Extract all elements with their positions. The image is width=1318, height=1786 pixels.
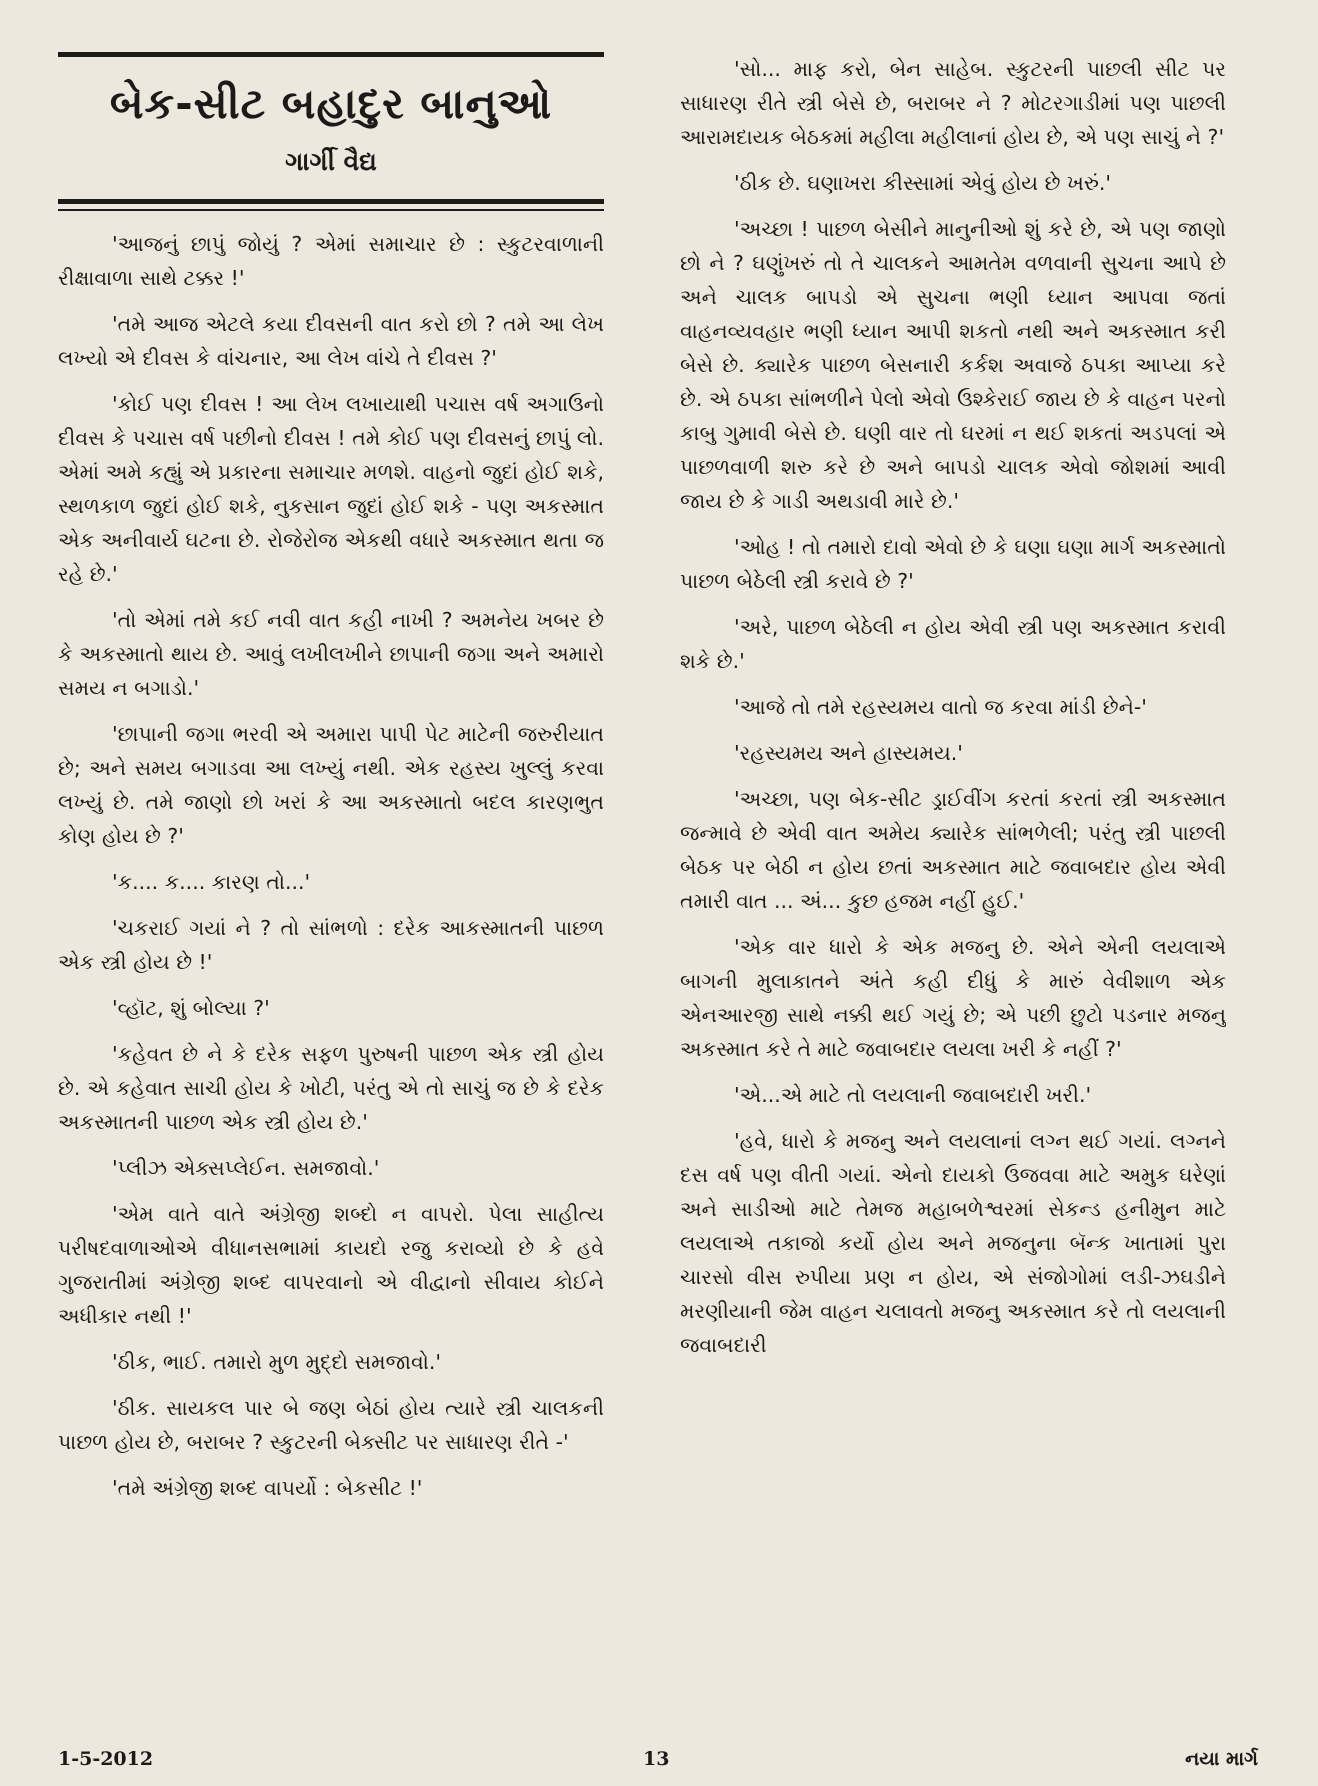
paragraph: 'હવે, ધારો કે મજનુ અને લયલાનાં લગ્ન થઈ ગયાં. લગ્નને દસ વર્ષ પણ વીતી ગયાં. એનો દાયકો ઉજવવા માટે અમુક ઘરેણાં અને સાડીઓ માટે તેમજ મહાબળેશ્વરમાં સેકન્ડ હનીમુન માટે લયલાએ તકાજો કર્યો હોય અને મજનુના બૅન્ક ખાતામાં પુરા ચારસો વીસ રુપીયા પ્રણ ન હોય, એ સંજોગોમાં લડી-ઝઘડીને મરણીયાની જેમ વાહન ચલાવતો મજનુ અકસ્માત કરે તો લયલાની જવાબદારી xyxy=(680,1129,1226,1357)
paragraph: 'આજનું છાપું જોયું ? એમાં સમાચાર છે : સ્કુટરવાળાની રીક્ષાવાળા સાથે ટક્કર !' xyxy=(58,232,604,290)
paragraph: 'તો એમાં તમે કઈ નવી વાત કહી નાખી ? અમનેય ખબર છે કે અકસ્માતો થાય છે. આવું લખીલખીને છાપાની જગા અને અમારો સમય ન બગાડો.' xyxy=(58,608,604,700)
article-title: બેક-સીટ બહાદુર બાનુઓ xyxy=(109,79,553,128)
right-column-body xyxy=(680,52,1226,1362)
issue-date: 1-5-2012 xyxy=(58,1748,154,1770)
paragraph: 'આજે તો તમે રહસ્યમય વાતો જ કરવા માંડી છેને-' xyxy=(734,695,1147,719)
paragraph: 'કહેવત છે ને કે દરેક સફળ પુરુષની પાછળ એક સ્ત્રી હોય છે. એ કહેવાત સાચી હોય કે ખોટી, પરંતુ એ તો સાચું જ છે કે દરેક અકસ્માતની પાછળ એક સ્ત્રી હોય છે.' xyxy=(58,1042,604,1134)
title-bottom-thin-rule xyxy=(58,209,604,211)
paragraph: 'એમ વાતે વાતે અંગ્રેજી શબ્દો ન વાપરો. પેલા સાહીત્ય પરીષદવાળાઓએ વીધાનસભામાં કાયદો રજુ કરાવ્યો છે કે હવે ગુજરાતીમાં અંગ્રેજી શબ્દ વાપરવાનો એ વીદ્વાનો સીવાય કોઈને અધીકાર નથી !' xyxy=(58,1202,604,1328)
title-top-rule xyxy=(58,52,604,57)
paragraph: 'એક વાર ધારો કે એક મજનુ છે. એને એની લયલાએ બાગની મુલાકાતને અંતે કહી દીધું કે મારું વેવીશાળ એક એનઆરજી સાથે નક્કી થઈ ગયું છે; એ પછી છુટો પડનાર મજનુ અકસ્માત કરે તે માટે જવાબદાર લયલા ખરી કે નહીં ?' xyxy=(680,935,1226,1061)
article-author: ગાર્ગી વૈદ્ય xyxy=(285,147,377,176)
paragraph: 'ઠીક. સાયકલ પાર બે જણ બેઠાં હોય ત્યારે સ્ત્રી ચાલકની પાછળ હોય છે, બરાબર ? સ્કુટરની બેક્સીટ પર સાધારણ રીતે -' xyxy=(58,1396,604,1454)
page-number: 13 xyxy=(643,1748,670,1770)
right-column xyxy=(680,52,1226,1692)
title-bottom-rule xyxy=(58,199,604,204)
paragraph: 'પ્લીઝ એક્સપ્લેઈન. સમજાવો.' xyxy=(112,1156,380,1180)
paragraph: 'ક.... ક.... કારણ તો...' xyxy=(112,870,311,894)
paragraph: 'સો... માફ કરો, બેન સાહેબ. સ્કુટરની પાછલી સીટ પર સાધારણ રીતે સ્ત્રી બેસે છે, બરાબર ને ? મોટરગાડીમાં પણ પાછલી આરામદાયક બેઠકમાં મહીલા મહીલાનાં હોય છે, એ પણ સાચું ને ?' xyxy=(680,57,1226,149)
left-column xyxy=(58,52,604,1692)
paragraph: 'અરે, પાછળ બેઠેલી ન હોય એવી સ્ત્રી પણ અકસ્માત કરાવી શકે છે.' xyxy=(680,615,1226,673)
paragraph: 'ચકરાઈ ગયાં ને ? તો સાંભળો : દરેક આકસ્માતની પાછળ એક સ્ત્રી હોય છે !' xyxy=(58,916,604,974)
paragraph: 'કોઈ પણ દીવસ ! આ લેખ લખાયાથી પચાસ વર્ષ અગાઉનો દીવસ કે પચાસ વર્ષ પછીનો દીવસ ! તમે કોઈ પણ દીવસનું છાપું લો. એમાં અમે કહ્યું એ પ્રકારના સમાચાર મળશે. વાહનો જુદાં હોઈ શકે, સ્થળકાળ જુદાં હોઈ શકે, નુકસાન જુદાં હોઈ શકે - પણ અકસ્માત એક અનીવાર્ય ઘટના છે. રોજેરોજ એકથી વધારે અકસ્માત થતા જ રહે છે.' xyxy=(58,392,604,586)
left-column-body xyxy=(58,227,604,1505)
paragraph: 'અચ્છા, પણ બેક-સીટ ડ્રાઈવીંગ કરતાં કરતાં સ્ત્રી અકસ્માત જન્માવે છે એવી વાત અમેય ક્યારેક સાંભળેલી; પરંતુ સ્ત્રી પાછલી બેઠક પર બેઠી ન હોય છતાં અકસ્માત માટે જવાબદાર હોય એવી તમારી વાત ... અં... કુછ હજમ નહીં હુઈ.' xyxy=(680,787,1226,913)
paragraph: 'છાપાની જગા ભરવી એ અમારા પાપી પેટ માટેની જરુરીયાત છે; અને સમય બગાડવા આ લખ્યું નથી. એક રહસ્ય ખુલ્લું કરવા લખ્યું છે. તમે જાણો છો ખરાં કે આ અકસ્માતો બદલ કારણભુત કોણ હોય છે ?' xyxy=(58,722,604,848)
paragraph: 'એ...એ માટે તો લયલાની જવાબદારી ખરી.' xyxy=(734,1083,1092,1107)
paragraph: 'ઓહ ! તો તમારો દાવો એવો છે કે ઘણા ઘણા માર્ગ અકસ્માતો પાછળ બેઠેલી સ્ત્રી કરાવે છે ?' xyxy=(680,535,1226,593)
paragraph: 'તમે આજ એટલે કયા દીવસની વાત કરો છો ? તમે આ લેખ લખ્યો એ દીવસ કે વાંચનાર, આ લેખ વાંચે તે દીવસ ?' xyxy=(58,312,604,370)
paragraph: 'વ્હૉટ, શું બોલ્યા ?' xyxy=(112,996,270,1020)
paragraph: 'અચ્છા ! પાછળ બેસીને માનુનીઓ શું કરે છે, એ પણ જાણો છો ને ? ઘણુંખરું તો તે ચાલકને આમતેમ વળવાની સુચના આપે છે અને ચાલક બાપડો એ સુચના ભણી ધ્યાન આપવા જતાં વાહનવ્યવહાર ભણી ધ્યાન આપી શકતો નથી અને અકસ્માત કરી બેસે છે. ક્યારેક પાછળ બેસનારી કર્કશ અવાજે ઠપકા આપ્યા કરે છે. એ ઠપકા સાંભળીને પેલો એવો ઉશ્કેરાઈ જાય છે કે વાહન પરનો કાબુ ગુમાવી બેસે છે. ઘણી વાર તો ઘરમાં ન થઈ શકતાં અડપલાં એ પાછળવાળી શરુ કરે છે અને બાપડો ચાલક એવો જોશમાં આવી જાય છે કે ગાડી અથડાવી મારે છે.' xyxy=(680,217,1226,513)
paragraph: 'રહસ્યમય અને હાસ્યમય.' xyxy=(734,741,963,765)
paragraph: 'ઠીક છે. ઘણાખરા કીસ્સામાં એવું હોય છે ખરું.' xyxy=(734,171,1112,195)
page-footer xyxy=(58,1748,1258,1774)
paragraph: 'તમે અંગ્રેજી શબ્દ વાપર્યો : બેકસીટ !' xyxy=(112,1476,423,1500)
paragraph: 'ઠીક, ભાઈ. તમારો મુળ મુદ્દો સમજાવો.' xyxy=(112,1350,442,1374)
magazine-name: નયા માર્ગ xyxy=(1185,1748,1258,1770)
